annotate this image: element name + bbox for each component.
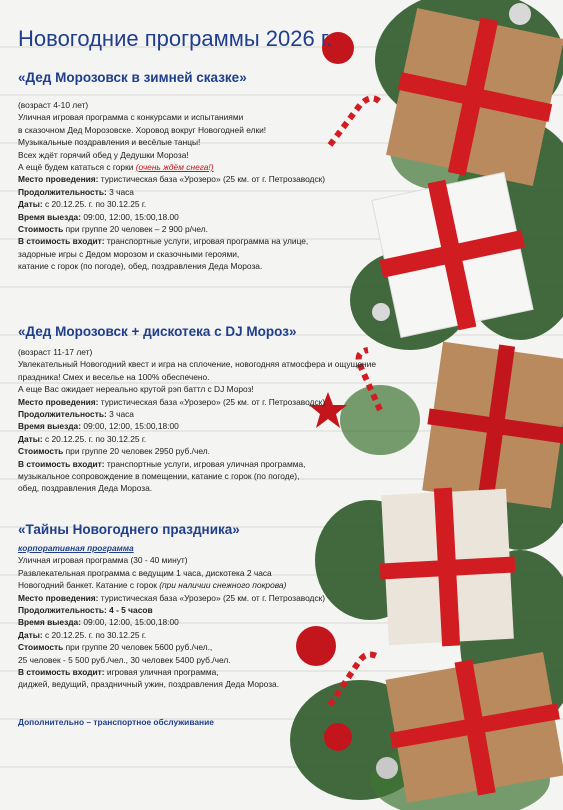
program-3-place-value: туристическая база «Урозеро» (25 км. от г. Петрозаводск) <box>98 592 326 603</box>
program-1-depart <box>18 211 438 223</box>
program-3-cost <box>18 641 438 653</box>
program-1-extra-note: (очень ждём снега!) <box>135 162 214 173</box>
program-2-depart-label: Время выезда: <box>18 421 82 432</box>
program-2-includes-label: В стоимость входит: <box>18 458 105 469</box>
program-2-heading: «Дед Морозовск + дискотека с DJ Мороз» <box>18 324 297 339</box>
program-1-extra <box>18 161 438 173</box>
program-1-duration-value: 3 часа <box>106 186 134 197</box>
program-2-cost-label: Стоимость <box>18 446 64 457</box>
program-2-desc-2: праздника! Смех и веселье на 100% обеспечено. <box>18 371 210 382</box>
program-3-place-label: Место проведения: <box>18 592 99 603</box>
program-3-depart-value: 09:00, 12:00, 15:00,18:00 <box>81 617 179 628</box>
program-3-heading: «Тайны Новогоднего праздника» <box>18 522 240 537</box>
program-2-duration <box>18 408 438 420</box>
program-1-duration-label: Продолжительность: <box>18 186 107 197</box>
program-2-dates-value: с 20.12.25. г. по 30.12.25 г. <box>42 433 147 444</box>
program-1-dates <box>18 198 438 210</box>
program-2-includes-3: обед, поздравления Деда Мороза. <box>18 483 153 494</box>
program-2-cost-value: при группе 20 человек 2950 руб./чел. <box>63 446 210 457</box>
footer-note: Дополнительно – транспортное обслуживание <box>18 717 214 727</box>
program-2-includes-2: музыкальное сопровождение в помещении, катание с горок (по погоде), <box>18 471 300 482</box>
program-3-banquet <box>18 579 438 591</box>
program-1-place-value: туристическая база «Урозеро» (25 км. от г. Петрозаводск) <box>98 174 326 185</box>
program-1-includes-label: В стоимость входит: <box>18 236 105 247</box>
program-1-duration <box>18 186 438 198</box>
program-3-dates-label: Даты: <box>18 629 43 640</box>
program-3-banquet-text: Новогодний банкет. Катание с горок <box>18 580 160 591</box>
program-1-place-label: Место проведения: <box>18 174 99 185</box>
program-1-includes-2: задорные игры с Дедом морозом и сказочными героями, <box>18 248 240 259</box>
program-2-place-value: туристическая база «Урозеро» (25 км. от г. Петрозаводск) <box>98 396 326 407</box>
program-1-desc-4: Всех ждёт горячий обед у Дедушки Мороза! <box>18 149 189 160</box>
program-1-dates-value: с 20.12.25. г. по 30.12.25 г. <box>42 199 147 210</box>
program-2-place <box>18 396 438 408</box>
program-3-details <box>18 542 438 691</box>
program-2-duration-value: 3 часа <box>106 409 134 420</box>
program-2-includes-1: транспортные услуги, игровая уличная программа, <box>104 458 306 469</box>
program-1-desc-1: Уличная игровая программа с конкурсами и испытаниями <box>18 112 244 123</box>
program-2-place-label: Место проведения: <box>18 396 99 407</box>
program-1-cost-value: при группе 20 человек – 2 900 р/чел. <box>63 224 208 235</box>
program-2-depart-value: 09:00, 12:00, 15:00,18:00 <box>81 421 179 432</box>
program-1-depart-label: Время выезда: <box>18 211 82 222</box>
program-3-cost-label: Стоимость <box>18 642 64 653</box>
program-3-duration: Продолжительность: 4 - 5 часов <box>18 605 153 616</box>
program-1-place <box>18 173 438 185</box>
program-2-includes <box>18 458 438 470</box>
program-3-desc-1: Уличная игровая программа (30 - 40 минут) <box>18 555 188 566</box>
program-1-includes-1: транспортные услуги, игровая программа на улице, <box>104 236 309 247</box>
program-3-includes-1: игровая уличная программа, <box>104 667 219 678</box>
program-2-dates <box>18 433 438 445</box>
program-3-includes-2: диджей, ведущий, праздничный ужин, поздравления Деда Мороза. <box>18 679 280 690</box>
program-1-extra-text: А ещё будем кататься с горки <box>18 162 136 173</box>
program-3-place <box>18 592 438 604</box>
program-1-age: (возраст 4-10 лет) <box>18 100 89 110</box>
program-2-duration-label: Продолжительность: <box>18 409 107 420</box>
program-3-dates-value: с 20.12.25. г. по 30.12.25 г. <box>42 629 147 640</box>
program-1-includes-3: катание с горок (по погоде), обед, поздравления Деда Мороза. <box>18 261 263 272</box>
page-title: Новогодние программы 2026 г. <box>18 26 333 51</box>
program-3-desc-2: Развлекательная программа с ведущим 1 часа, дискотека 2 часа <box>18 567 272 578</box>
program-3-subtitle: корпоративная программа <box>18 543 134 553</box>
program-2-desc-1: Увлекательный Новогодний квест и игра на сплочение, новогодняя атмосфера и ощущение <box>18 359 376 370</box>
program-3-includes <box>18 666 438 678</box>
program-1-dates-label: Даты: <box>18 199 43 210</box>
program-3-cost-value: при группе 20 человек 5600 руб./чел., <box>63 642 213 653</box>
program-2-cost <box>18 445 438 457</box>
program-1-depart-value: 09:00, 12:00, 15:00,18.00 <box>81 211 179 222</box>
program-2-dates-label: Даты: <box>18 433 43 444</box>
program-1-desc-3: Музыкальные поздравления и весёлые танцы! <box>18 137 201 148</box>
program-1-desc-2: в сказочном Дед Морозовске. Хоровод вокруг Новогодней елки! <box>18 124 267 135</box>
program-3-dates <box>18 629 438 641</box>
program-1-cost <box>18 223 438 235</box>
program-3-depart <box>18 616 438 628</box>
program-3-depart-label: Время выезда: <box>18 617 82 628</box>
program-3-banquet-note: (при наличии снежного покрова) <box>159 580 287 591</box>
program-1-includes <box>18 235 438 247</box>
program-1-heading: «Дед Морозовск в зимней сказке» <box>18 70 247 85</box>
program-2-details <box>18 346 438 495</box>
program-1-details <box>18 99 438 273</box>
program-3-includes-label: В стоимость входит: <box>18 667 105 678</box>
program-2-depart <box>18 420 438 432</box>
program-2-desc-3: А еще Вас ожидает нереально крутой рэп баттл с DJ Мороз! <box>18 384 254 395</box>
program-3-cost-2: 25 человек - 5 500 руб./чел., 30 человек 5400 руб./чел. <box>18 654 231 665</box>
program-1-cost-label: Стоимость <box>18 224 64 235</box>
program-2-age: (возраст 11-17 лет) <box>18 347 93 357</box>
